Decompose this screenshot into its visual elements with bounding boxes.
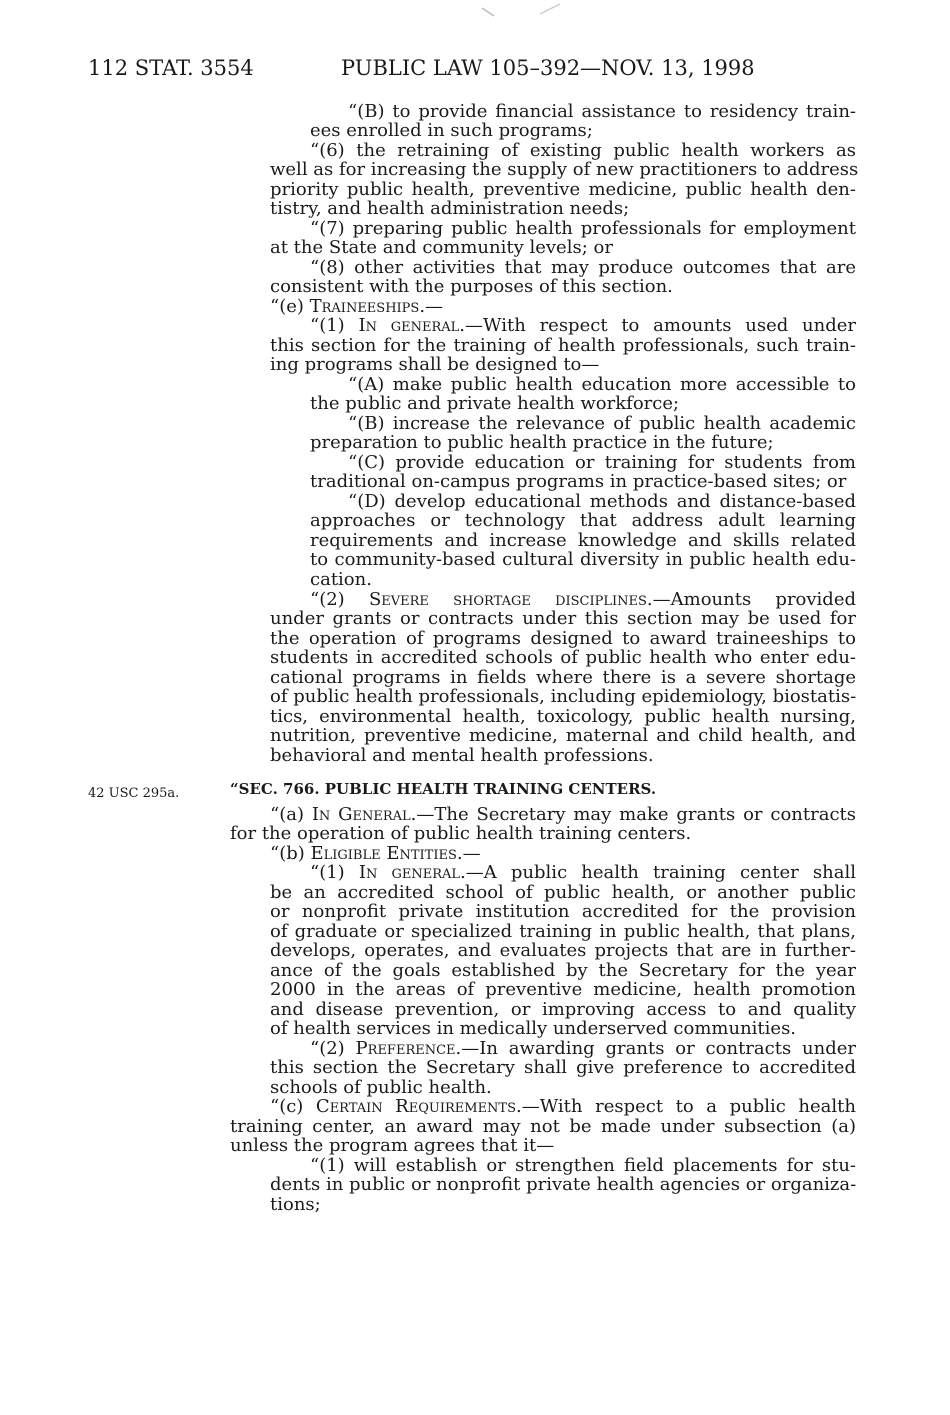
text-run: at the State and community levels; or	[270, 237, 613, 258]
text-run: dents in public or nonprofit private health agencies or organiza-	[270, 1174, 857, 1195]
text-run: .—With respect to amounts used under	[459, 315, 856, 336]
text-run: training center, an award may not be made under subsection (a)	[230, 1116, 856, 1137]
text-line	[270, 180, 856, 200]
text-run: “(8) other activities that may produce outcomes that are	[310, 257, 856, 278]
text-line	[348, 375, 856, 395]
text-line	[270, 277, 856, 297]
text-line	[270, 1195, 856, 1215]
text-run: “(1) will establish or strengthen field placements for stu-	[310, 1155, 856, 1176]
text-line	[270, 1097, 856, 1117]
text-run: “(D) develop educational methods and distance-based	[348, 491, 856, 512]
text-run: preparation to public health practice in the future;	[310, 432, 774, 453]
heading-small-caps: In general	[358, 862, 461, 883]
text-run: .—In awarding grants or contracts under	[455, 1038, 856, 1059]
text-run: students in accredited schools of public health who enter edu-	[270, 647, 856, 668]
heading-small-caps: Preference	[355, 1038, 456, 1059]
text-line	[310, 590, 856, 610]
text-run: .—The Secretary may make grants or contracts	[410, 804, 857, 825]
text-line	[310, 141, 856, 161]
text-run: ing programs shall be designed to—	[270, 354, 600, 375]
page-stat-reference: 112 STAT. 3554	[88, 56, 254, 80]
text-run: under grants or contracts under this section may be used for	[270, 608, 856, 629]
text-line	[270, 1000, 856, 1020]
text-run: this section for the training of health professionals, such train-	[270, 335, 856, 356]
text-run: this section the Secretary shall give preference to accredited	[270, 1057, 856, 1078]
text-run: ance of the goals established by the Secretary for the year	[270, 960, 856, 981]
text-run: develops, operates, and evaluates projects that are in further-	[270, 940, 856, 961]
page-title: PUBLIC LAW 105–392—NOV. 13, 1998	[341, 56, 755, 80]
text-run: .—Amounts provided	[646, 589, 857, 610]
scan-artifact	[480, 2, 570, 22]
text-run: .—	[419, 296, 444, 317]
text-line	[310, 258, 856, 278]
text-run: .—	[456, 843, 481, 864]
text-run: cational programs in fields where there is a severe shortage	[270, 667, 856, 688]
text-line	[270, 746, 856, 766]
text-line	[270, 609, 856, 629]
text-run: “(7) preparing public health professionals for employment	[310, 218, 856, 239]
text-run: priority public health, preventive medicine, public health den-	[270, 179, 856, 200]
text-line	[270, 159, 859, 180]
text-run: .—A public health training center shall	[460, 862, 856, 883]
text-run: cation.	[310, 569, 372, 590]
text-line	[270, 1078, 856, 1098]
heading-small-caps: Certain Requirements	[315, 1096, 517, 1117]
text-run: schools of public health.	[270, 1077, 492, 1098]
text-line	[310, 531, 856, 551]
text-line	[310, 472, 856, 492]
text-line	[270, 336, 856, 356]
text-line	[270, 844, 856, 864]
text-run: the public and private health workforce;	[310, 393, 680, 414]
text-line	[270, 707, 856, 727]
text-line	[270, 1175, 856, 1195]
heading-small-caps: In general	[358, 315, 460, 336]
text-run: nutrition, preventive medicine, maternal and child health, and	[270, 725, 856, 746]
text-run: “(B) to provide financial assistance to residency train-	[348, 101, 856, 122]
margin-citation: 42 USC 295a.	[88, 786, 180, 801]
text-line	[270, 922, 856, 942]
text-run: ees enrolled in such programs;	[310, 120, 593, 141]
text-run: unless the program agrees that it—	[230, 1135, 555, 1156]
heading-small-caps: Eligible Entities	[310, 843, 457, 864]
text-run: behavioral and mental health professions.	[270, 745, 654, 766]
text-run: “(6) the retraining of existing public health workers as	[310, 140, 856, 161]
text-line	[310, 1156, 856, 1176]
text-run: “(A) make public health education more accessible to	[348, 374, 856, 395]
heading-small-caps: In General	[311, 804, 411, 825]
text-run: to community-based cultural diversity in public health edu-	[310, 549, 856, 570]
text-run: “(c)	[270, 1096, 316, 1117]
text-line	[310, 511, 856, 531]
text-line	[270, 687, 856, 707]
heading-small-caps: Severe shortage disciplines	[368, 589, 647, 610]
text-line	[270, 355, 856, 375]
text-line	[270, 238, 856, 258]
text-run: “(B) increase the relevance of public health academic	[348, 413, 856, 434]
text-line	[348, 453, 856, 473]
text-run: “SEC. 766. PUBLIC HEALTH TRAINING CENTERS.	[230, 780, 657, 798]
text-run: 2000 in the areas of preventive medicine, health promotion	[270, 979, 856, 1000]
text-run: for the operation of public health training centers.	[230, 823, 692, 844]
text-line	[270, 629, 856, 649]
text-run: “(1)	[310, 862, 359, 883]
text-run: and disease prevention, or improving access to and quality	[270, 999, 856, 1020]
text-line	[310, 316, 856, 336]
text-line	[310, 219, 856, 239]
text-run: tions;	[270, 1194, 321, 1215]
section-heading	[230, 780, 856, 800]
text-line	[310, 550, 856, 570]
text-run: tistry, and health administration needs;	[270, 198, 630, 219]
text-run: requirements and increase knowledge and skills related	[310, 530, 856, 551]
text-line	[310, 121, 856, 141]
text-line	[310, 570, 856, 590]
text-run: or nonprofit private institution accredited for the provision	[270, 901, 856, 922]
heading-small-caps: Traineeships	[309, 296, 420, 317]
text-run: .—With respect to a public health	[516, 1096, 856, 1117]
text-line	[310, 394, 856, 414]
text-line	[270, 941, 856, 961]
text-line	[270, 1058, 856, 1078]
text-run: tics, environmental health, toxicology, public health nursing,	[270, 706, 856, 727]
text-line	[270, 883, 856, 903]
text-run: of public health professionals, including epidemiology, biostatis-	[270, 686, 857, 707]
text-line	[310, 433, 856, 453]
text-line	[230, 1117, 856, 1137]
text-line	[348, 492, 856, 512]
text-run: traditional on-campus programs in practice-based sites; or	[310, 471, 847, 492]
text-run: “(C) provide education or training for students from	[348, 452, 856, 473]
text-run: of health services in medically underserved communities.	[270, 1018, 797, 1039]
text-run: “(e)	[270, 296, 310, 317]
text-line	[270, 648, 856, 668]
text-run: approaches or technology that address adult learning	[310, 510, 856, 531]
text-line	[230, 824, 856, 844]
text-line	[270, 1019, 856, 1039]
text-run: “(b)	[270, 843, 311, 864]
text-line	[310, 1039, 856, 1059]
text-run: be an accredited school of public health, or another public	[270, 882, 856, 903]
text-run: “(2)	[310, 1038, 356, 1059]
text-line	[270, 961, 856, 981]
text-run: “(2)	[310, 589, 369, 610]
text-run: consistent with the purposes of this section.	[270, 276, 673, 297]
text-line	[270, 980, 856, 1000]
text-run: “(a)	[270, 804, 312, 825]
text-line	[270, 668, 856, 688]
text-line	[230, 1136, 856, 1156]
text-run: the operation of programs designed to award traineeships to	[270, 628, 856, 649]
text-run: of graduate or specialized training in public health, that plans,	[270, 921, 856, 942]
text-line	[270, 297, 856, 317]
text-line	[348, 414, 856, 434]
text-line	[270, 726, 856, 746]
text-run: “(1)	[310, 315, 359, 336]
text-line	[310, 863, 856, 883]
text-line	[348, 102, 856, 122]
text-line	[270, 199, 856, 219]
text-run: well as for increasing the supply of new practitioners to address	[270, 159, 859, 180]
text-line	[270, 902, 856, 922]
text-line	[270, 805, 856, 825]
